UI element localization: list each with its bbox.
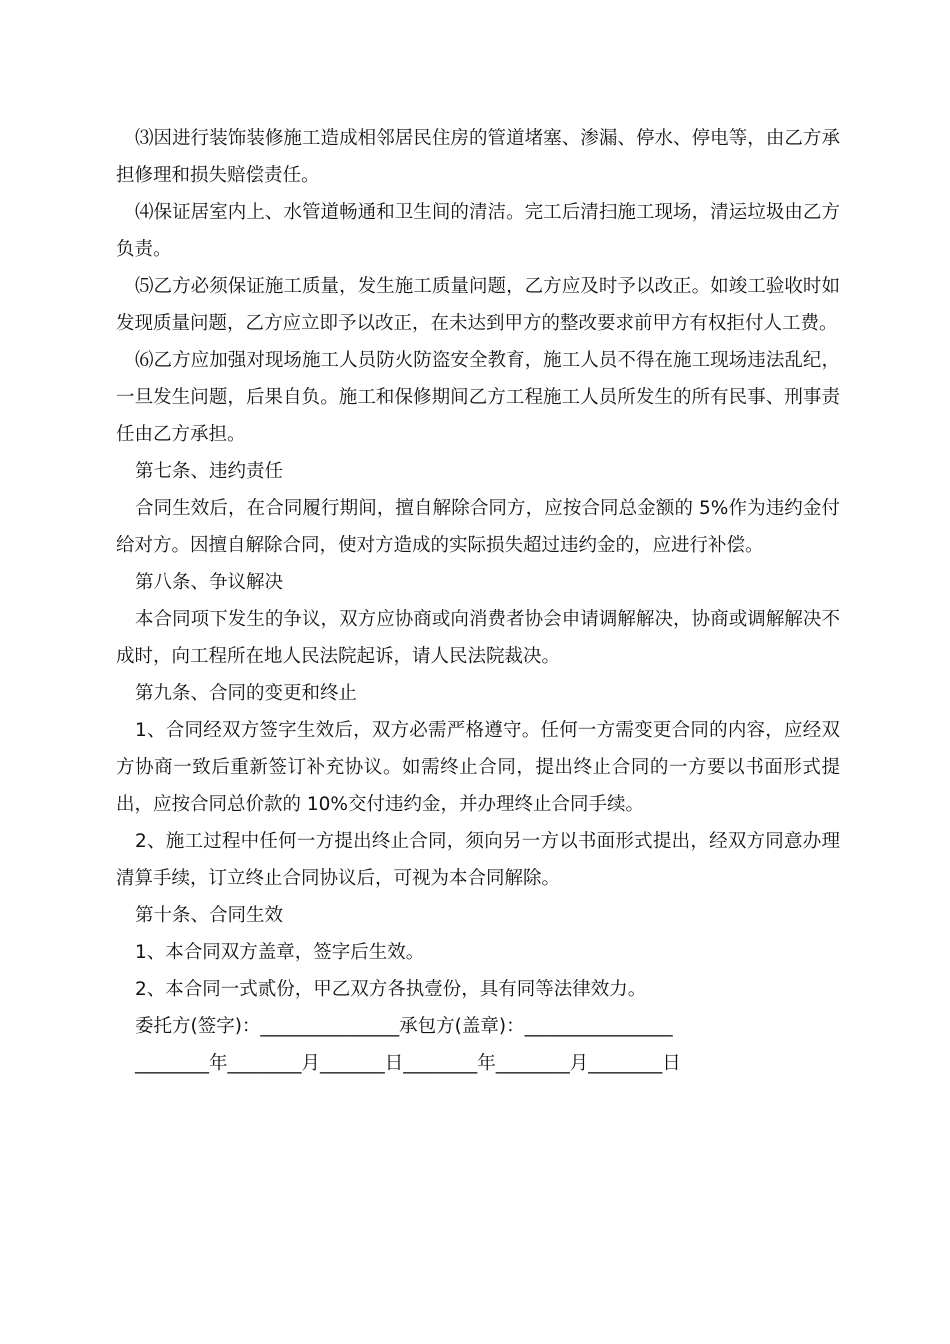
- date-line: ________年________月_______日________年________月________日: [135, 1053, 681, 1074]
- article-8-heading: 第八条、争议解决: [135, 572, 284, 593]
- contract-page: [116, 120, 840, 1082]
- clause-6-item-6: ⑹乙方应加强对现场施工人员防火防盗安全教育，施工人员不得在施工现场违法乱纪，一旦发生问题，后果自负。施工和保修期间乙方工程施工人员所发生的所有民事、刑事责任由乙方承担。: [116, 350, 840, 445]
- article-9-item-2: 2、施工过程中任何一方提出终止合同，须向另一方以书面形式提出，经双方同意办理清算手续，订立终止合同协议后，可视为本合同解除。: [116, 831, 840, 889]
- clause-6-item-3: ⑶因进行装饰装修施工造成相邻居民住房的管道堵塞、渗漏、停水、停电等，由乙方承担修理和损失赔偿责任。: [116, 128, 840, 186]
- clause-6-item-4: ⑷保证居室内上、水管道畅通和卫生间的清洁。完工后清扫施工现场，清运垃圾由乙方负责。: [116, 202, 840, 260]
- article-7-heading: 第七条、违约责任: [135, 461, 284, 482]
- article-9-item-1: 1、合同经双方签字生效后，双方必需严格遵守。任何一方需变更合同的内容，应经双方协商一致后重新签订补充协议。如需终止合同，提出终止合同的一方要以书面形式提出，应按合同总价款的 10%交付违约金，并办理终止合同手续。: [116, 720, 840, 815]
- article-7-body: 合同生效后，在合同履行期间，擅自解除合同方，应按合同总金额的 5%作为违约金付给对方。因擅自解除合同，使对方造成的实际损失超过违约金的，应进行补偿。: [116, 498, 840, 556]
- clause-6-item-5: ⑸乙方必须保证施工质量，发生施工质量问题，乙方应及时予以改正。如竣工验收时如发现质量问题，乙方应立即予以改正，在未达到甲方的整改要求前甲方有权拒付人工费。: [116, 276, 840, 334]
- article-10-heading: 第十条、合同生效: [135, 905, 284, 926]
- article-10-item-1: 1、本合同双方盖章，签字后生效。: [135, 942, 425, 963]
- article-10-item-2: 2、本合同一式贰份，甲乙双方各执壹份，具有同等法律效力。: [135, 979, 647, 1000]
- article-9-heading: 第九条、合同的变更和终止: [135, 683, 358, 704]
- article-8-body: 本合同项下发生的争议，双方应协商或向消费者协会申请调解解决，协商或调解解决不成时，向工程所在地人民法院起诉，请人民法院裁决。: [116, 609, 840, 667]
- signature-line: 委托方(签字)：_______________承包方(盖章)：________________: [135, 1016, 673, 1037]
